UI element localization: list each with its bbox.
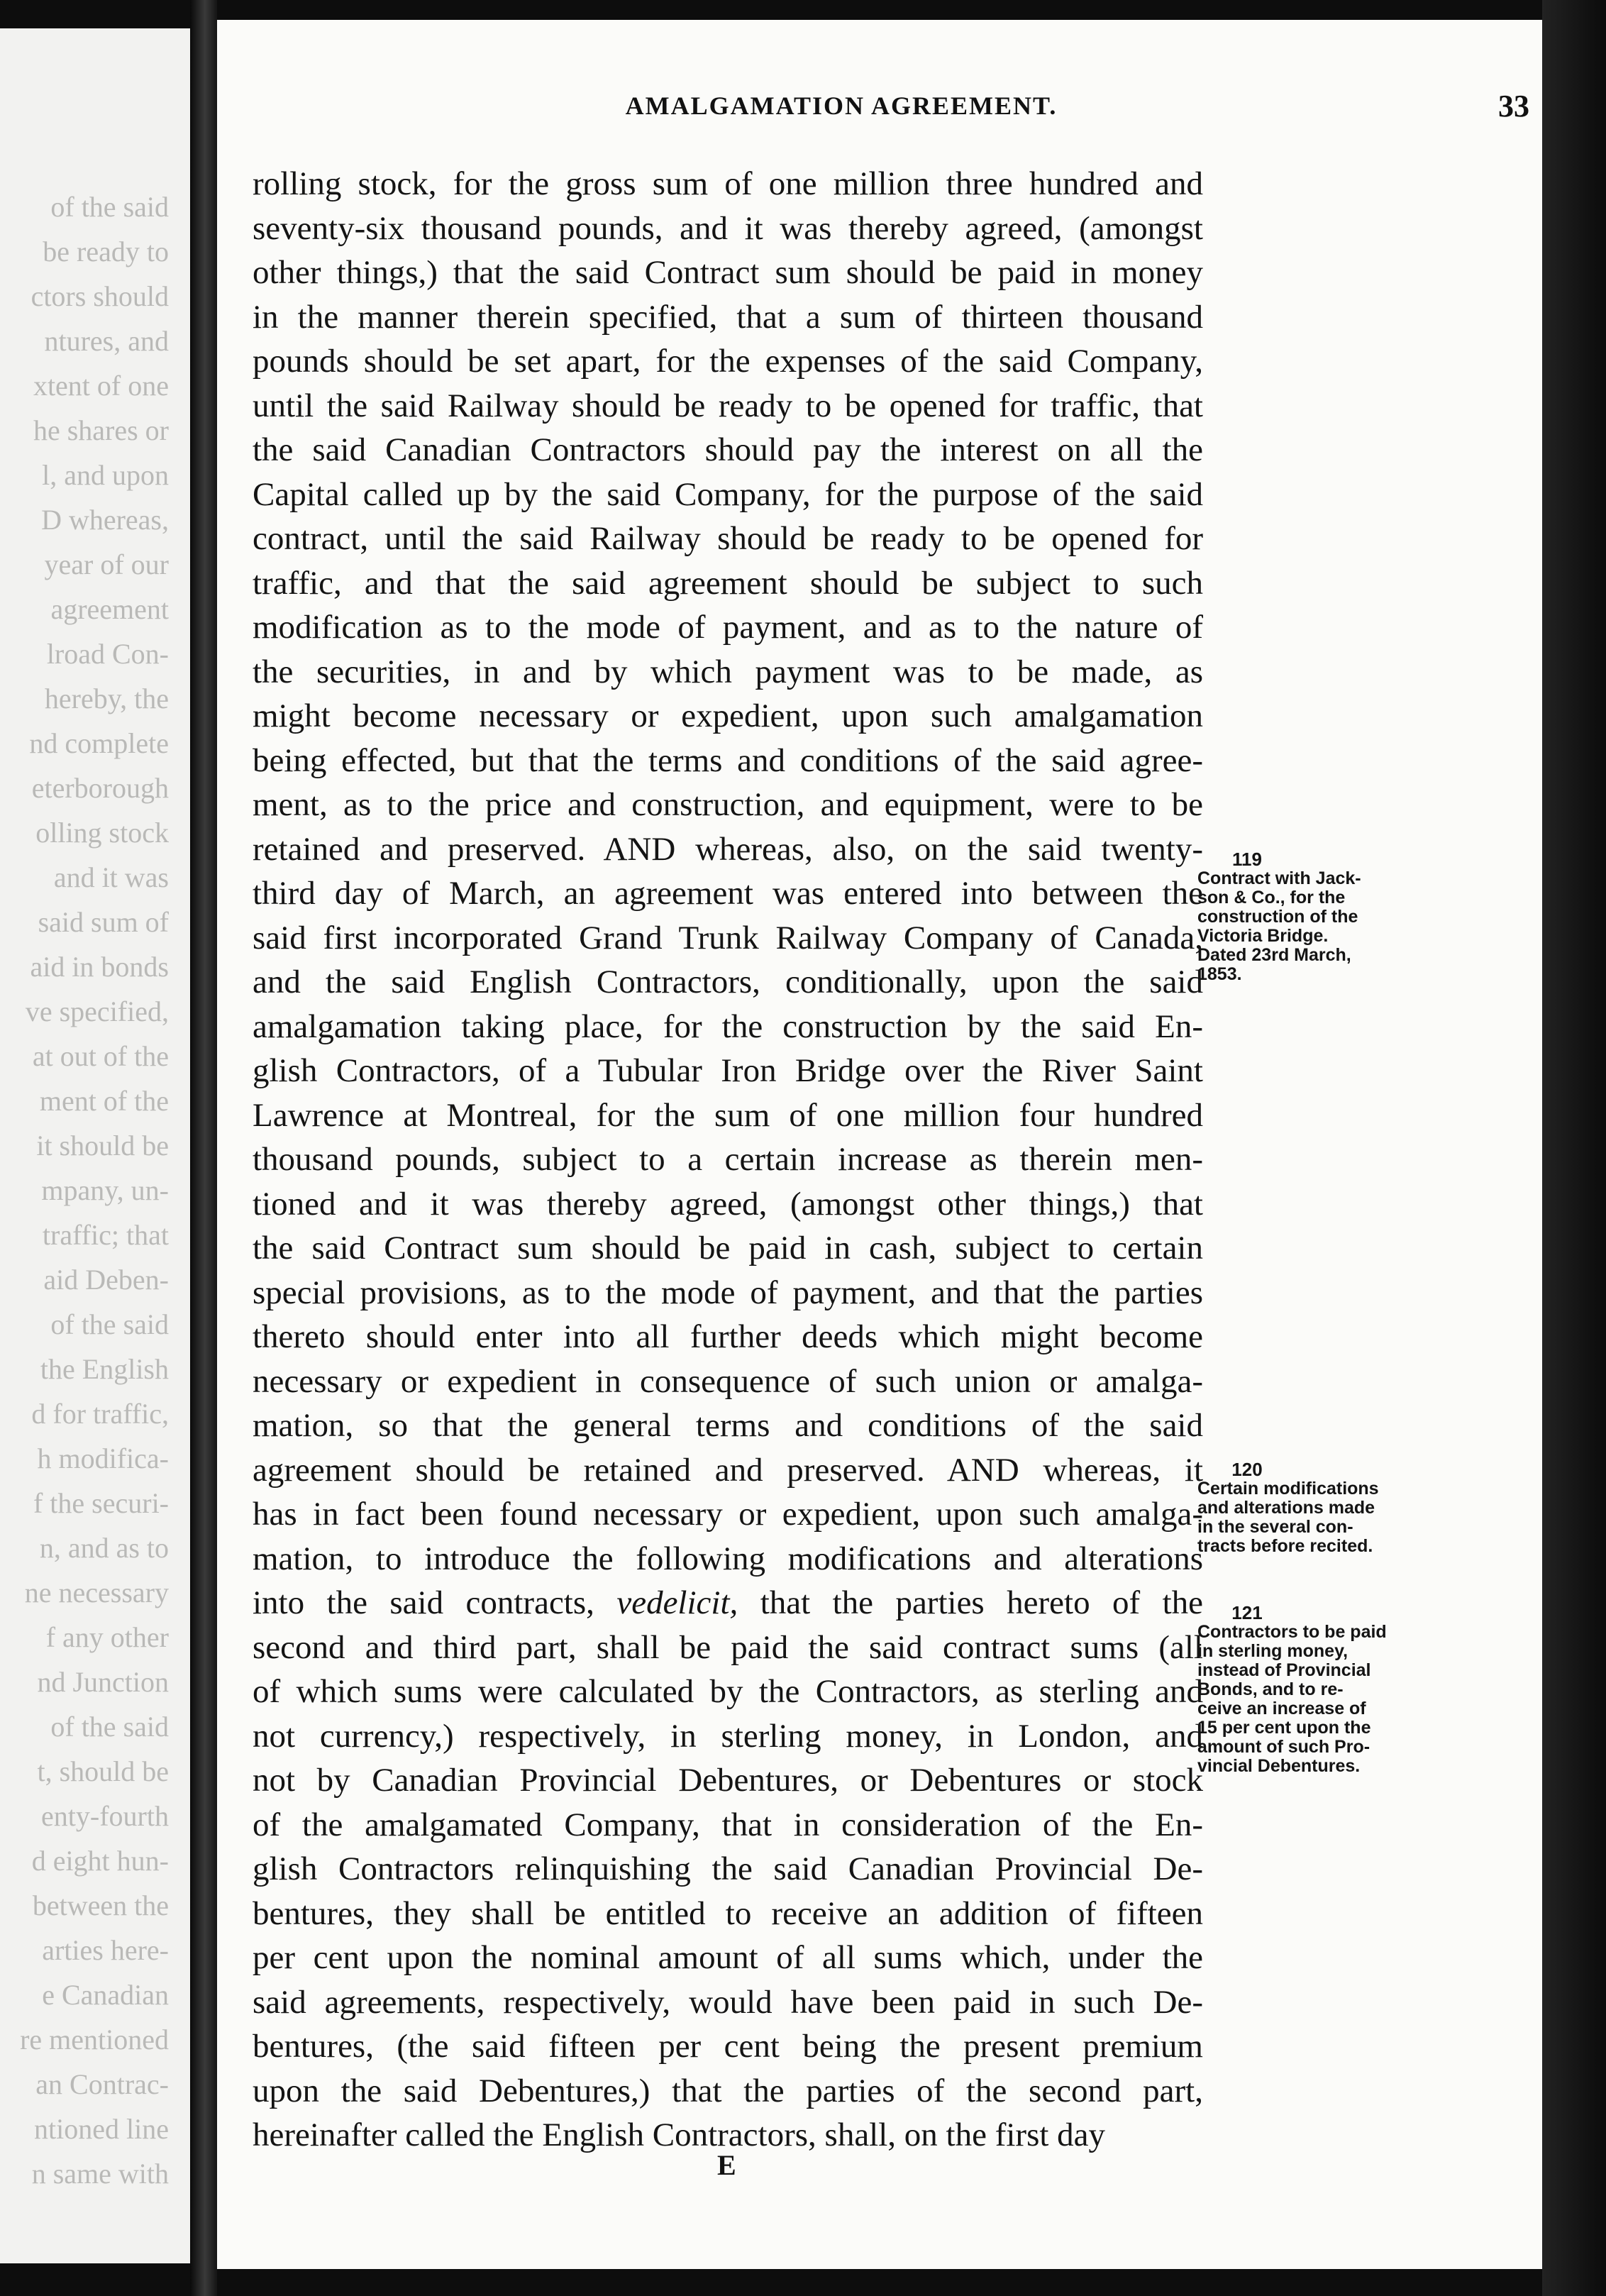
facing-page-line: aid in bonds [30,951,169,983]
margin-note-line: construction of the [1197,907,1358,927]
facing-page-line: ntioned line [34,2113,169,2145]
facing-page-line: D whereas, [41,504,169,536]
facing-page-line: d eight hun- [31,1845,169,1877]
body-line: glish Contractors, of a Tubular Iron Bridge over the River Saint [253,1052,1203,1089]
facing-page-line: he shares or [33,414,169,446]
body-line [253,1581,1203,1626]
margin-note-line: Bonds, and to re- [1197,1679,1344,1699]
body-line: of which sums were calculated by the Contractors, as sterling and [253,1673,1203,1710]
facing-page-line: ve specified, [25,995,169,1027]
facing-page-line: at out of the [32,1040,169,1072]
body-line: contract, until the said Railway should be ready to be opened for [253,520,1203,557]
margin-note-number: 121 [1231,1602,1263,1623]
facing-page-line: be ready to [43,236,169,267]
margin-note-line: 1853. [1197,964,1242,984]
facing-page-line: e Canadian [42,1979,169,2011]
margin-note-line: Contract with Jack- [1197,868,1361,888]
body-line: in the manner therein specified, that a sum of thirteen thousand [253,298,1203,336]
body-line: retained and preserved. AND whereas, also, on the said twenty- [253,830,1203,868]
facing-page-line: mpany, un- [41,1174,169,1206]
facing-page-line: xtent of one [33,370,169,402]
facing-page-line: re mentioned [20,2024,169,2055]
body-line: not by Canadian Provincial Debentures, or Debentures or stock [253,1762,1203,1799]
body-line: pounds should be set apart, for the expenses of the said Company, [253,343,1203,380]
margin-note-121 [1197,1604,1410,1776]
page-number: 33 [1498,89,1529,123]
facing-page-line: ment of the [39,1085,169,1117]
facing-page-line: nd complete [29,727,169,759]
body-line-text: that the parties hereto of the [738,1584,1203,1621]
margin-note-line: Victoria Bridge. [1197,926,1329,946]
body-line: special provisions, as to the mode of payment, and that the parties [253,1274,1203,1311]
facing-page-line: an Contrac- [35,2068,169,2100]
margin-note-line: Dated 23rd March, [1197,945,1351,965]
facing-page-line: l, and upon [42,459,169,491]
body-line: other things,) that the said Contract sum should be paid in money [253,254,1203,291]
facing-page-line: said sum of [38,906,169,938]
facing-page-line: enty-fourth [41,1800,169,1832]
body-line: modification as to the mode of payment, and as to the nature of [253,609,1203,646]
body-line: of the amalgamated Company, that in consideration of the En- [253,1806,1203,1843]
body-line: agreement should be retained and preserved. AND whereas, it [253,1451,1203,1489]
margin-note-line: tracts before recited. [1197,1536,1373,1556]
margin-note-line: amount of such Pro- [1197,1737,1370,1757]
body-line-text: into the said contracts, [253,1584,617,1621]
body-line: Lawrence at Montreal, for the sum of one million four hundred [253,1096,1203,1134]
margin-note-line: ceive an increase of [1197,1699,1366,1718]
margin-note-line: Certain modifications [1197,1479,1379,1499]
body-line: mation, to introduce the following modifications and alterations [253,1540,1203,1577]
body-line: until the said Railway should be ready to be opened for traffic, that [253,387,1203,424]
body-line: bentures, they shall be entitled to receive an addition of fifteen [253,1894,1203,1932]
margin-note-120 [1197,1460,1410,1556]
margin-note-line: son & Co., for the [1197,888,1346,907]
facing-page-line: ctors should [31,280,169,312]
facing-page-line: aid Deben- [43,1264,169,1296]
facing-page-line: between the [32,1889,169,1921]
body-line: the said Contract sum should be paid in cash, subject to certain [253,1230,1203,1266]
facing-page-line: d for traffic, [31,1398,169,1430]
body-line: being effected, but that the terms and conditions of the said agree- [253,741,1203,779]
document-page [217,20,1542,2269]
facing-page-line: n, and as to [39,1532,169,1564]
facing-page-line: the English [40,1353,169,1385]
body-line: thereto should enter into all further deeds which might become [253,1318,1203,1355]
facing-page-line: of the said [50,191,169,223]
body-line: thousand pounds, subject to a certain increase as therein men- [253,1141,1203,1178]
body-line: and the said English Contractors, conditionally, upon the said [253,964,1203,1000]
body-line: not currency,) respectively, in sterling money, in London, and [253,1717,1203,1755]
body-line: glish Contractors relinquishing the said Canadian Provincial De- [253,1850,1203,1887]
body-line: ment, as to the price and construction, and equipment, were to be [253,786,1203,823]
margin-note-line: in sterling money, [1197,1641,1349,1661]
body-line: necessary or expedient in consequence of such union or amalga- [253,1362,1203,1400]
facing-page-text [0,184,169,2196]
book-gutter [190,0,217,2296]
body-line: said agreements, respectively, would have been paid in such De- [253,1983,1203,2021]
body-line: bentures, (the said fifteen per cent being the present premium [253,2028,1203,2065]
facing-page-line: agreement [50,593,169,625]
facing-page-line: t, should be [37,1755,169,1787]
margin-note-119 [1197,850,1410,984]
margin-note-line: vincial Debentures. [1197,1756,1361,1776]
body-line: tioned and it was thereby agreed, (amongst other things,) that [253,1185,1203,1222]
facing-page-line: olling stock [35,817,169,849]
facing-page-line: ne necessary [24,1577,169,1608]
italic-phrase: vedelicit, [616,1584,738,1621]
facing-page-line: f the securi- [33,1487,169,1519]
facing-page-line: ntures, and [44,325,169,357]
facing-page-line: h modifica- [37,1442,169,1474]
body-line: amalgamation taking place, for the construction by the said En- [253,1008,1203,1045]
facing-page [0,28,192,2263]
facing-page-line: and it was [53,861,169,893]
facing-page-line: hereby, the [44,683,169,714]
body-line: rolling stock, for the gross sum of one million three hundred and [253,165,1203,202]
body-line: traffic, and that the said agreement should be subject to such [253,564,1203,602]
margin-note-line: and alterations made [1197,1498,1375,1518]
body-text [253,162,1203,2158]
facing-page-line: arties here- [42,1934,169,1966]
body-line: upon the said Debentures,) that the parties of the second part, [253,2072,1203,2109]
facing-page-line: lroad Con- [46,638,169,670]
body-line: the securities, in and by which payment was to be made, as [253,653,1203,690]
facing-page-line: n same with [31,2158,169,2190]
body-line: Capital called up by the said Company, for the purpose of the said [253,475,1203,513]
running-head: AMALGAMATION AGREEMENT. [625,92,1058,120]
body-line: mation, so that the general terms and conditions of the said [253,1407,1203,1444]
facing-page-line: traffic; that [42,1219,169,1251]
facing-page-line: it should be [36,1130,169,1161]
body-line: might become necessary or expedient, upon such amalgamation [253,697,1203,734]
margin-note-line: 15 per cent upon the [1197,1718,1371,1738]
margin-note-line: Contractors to be paid [1197,1622,1387,1642]
facing-page-line: year of our [44,548,169,580]
body-line: per cent upon the nominal amount of all sums which, under the [253,1939,1203,1976]
body-line: the said Canadian Contractors should pay the interest on all the [253,431,1203,468]
margin-note-line: in the several con- [1197,1517,1353,1537]
body-line: third day of March, an agreement was entered into between the [253,875,1203,912]
page-edge [1542,0,1606,2296]
body-line: seventy-six thousand pounds, and it was thereby agreed, (amongst [253,209,1203,247]
body-line: said first incorporated Grand Trunk Railway Company of Canada, [253,919,1203,956]
margin-note-number: 119 [1232,849,1262,870]
margin-note-line: instead of Provincial [1197,1660,1371,1680]
signature-mark: E [717,2149,736,2181]
facing-page-line: nd Junction [37,1666,169,1698]
facing-page-line: eterborough [31,772,169,804]
facing-page-line: f any other [45,1621,169,1653]
facing-page-line: of the said [50,1711,169,1743]
body-line: hereinafter called the English Contractors, shall, on the first day [253,2116,1106,2153]
page-header [245,89,1529,140]
margin-note-number: 120 [1231,1459,1263,1480]
body-line: second and third part, shall be paid the said contract sums (all [253,1628,1203,1666]
body-line: has in fact been found necessary or expedient, upon such amalga- [253,1496,1203,1533]
facing-page-line: of the said [50,1308,169,1340]
